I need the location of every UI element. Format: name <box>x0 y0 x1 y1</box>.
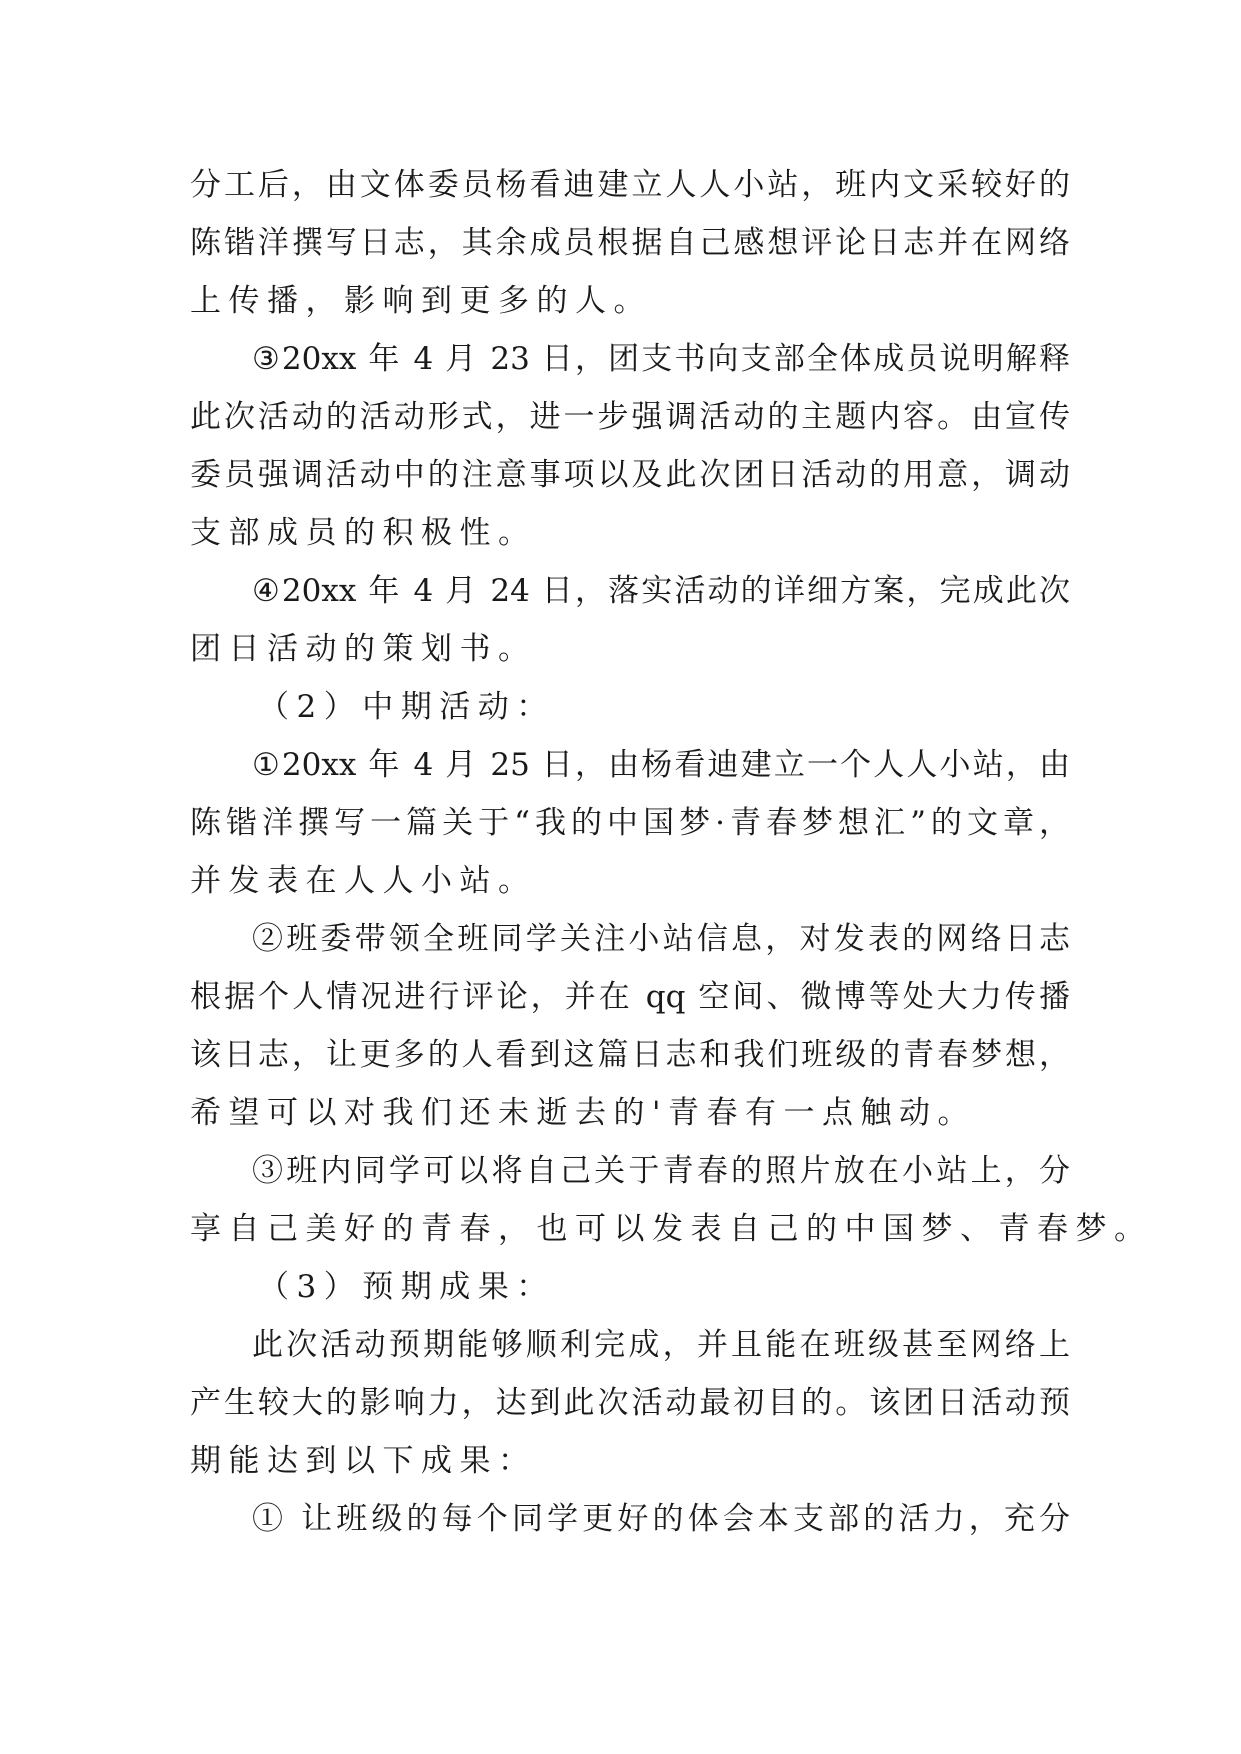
text-line: 此次活动的活动形式，进一步强调活动的主题内容。由宣传 <box>190 399 1070 435</box>
text-line: 希望可以对我们还未逝去的'青春有一点触动。 <box>190 1095 977 1131</box>
text-line: ③班内同学可以将自己关于青春的照片放在小站上，分 <box>252 1153 1070 1189</box>
text-line: 产生较大的影响力，达到此次活动最初目的。该团日活动预 <box>190 1385 1070 1421</box>
text-line: 根据个人情况进行评论，并在 qq 空间、微博等处大力传播 <box>190 979 1070 1015</box>
text-line: 上传播，影响到更多的人。 <box>190 283 652 319</box>
text-line: 陈锴洋撰写日志，其余成员根据自己感想评论日志并在网络 <box>190 225 1070 261</box>
text-line: ④20xx 年 4 月 24 日，落实活动的详细方案，完成此次 <box>252 573 1070 609</box>
text-line: ②班委带领全班同学关注小站信息，对发表的网络日志 <box>252 921 1070 957</box>
text-line: 团日活动的策划书。 <box>190 631 537 667</box>
section-heading: （2）中期活动： <box>258 689 555 725</box>
text-line: ① 让班级的每个同学更好的体会本支部的活力，充分 <box>252 1501 1070 1537</box>
text-line: ③20xx 年 4 月 23 日，团支书向支部全体成员说明解释 <box>252 341 1070 377</box>
text-line: 分工后，由文体委员杨看迪建立人人小站，班内文采较好的 <box>190 167 1070 203</box>
text-line: 享自己美好的青春，也可以发表自己的中国梦、青春梦。 <box>190 1211 1153 1247</box>
text-line: 并发表在人人小站。 <box>190 863 537 899</box>
text-line: ①20xx 年 4 月 25 日，由杨看迪建立一个人人小站，由 <box>252 747 1070 783</box>
section-heading: （3）预期成果： <box>258 1269 555 1305</box>
text-line: 支部成员的积极性。 <box>190 515 537 551</box>
text-line: 委员强调活动中的注意事项以及此次团日活动的用意，调动 <box>190 457 1070 493</box>
text-line: 该日志，让更多的人看到这篇日志和我们班级的青春梦想， <box>190 1037 1070 1073</box>
text-line: 期能达到以下成果： <box>190 1443 537 1479</box>
text-line: 陈锴洋撰写一篇关于“我的中国梦·青春梦想汇”的文章， <box>190 805 1070 841</box>
text-line: 此次活动预期能够顺利完成，并且能在班级甚至网络上 <box>252 1327 1070 1363</box>
